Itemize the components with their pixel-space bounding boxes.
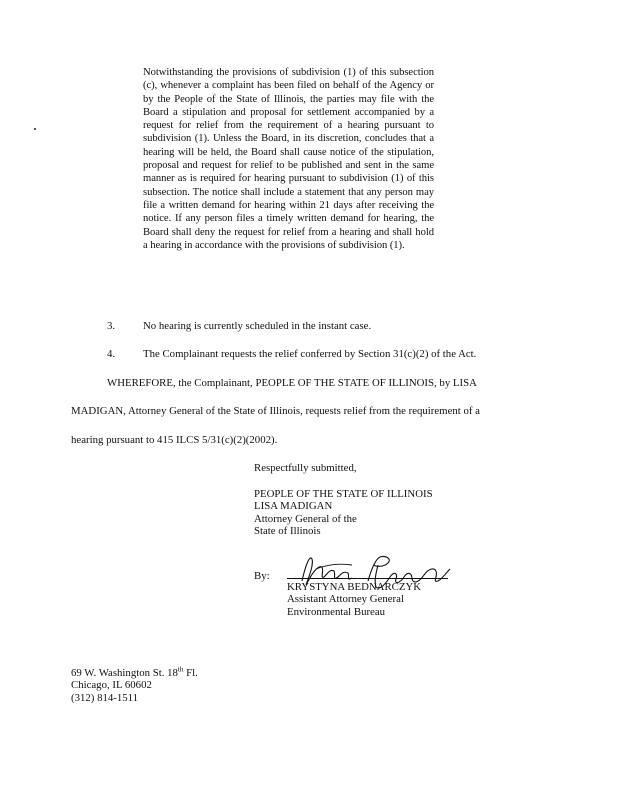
- party-line-4: State of Illinois: [254, 525, 321, 538]
- closing-salutation: Respectfully submitted,: [254, 462, 357, 474]
- party-block: [254, 488, 433, 538]
- signer-block: [287, 581, 421, 618]
- address-street-ordinal: th: [177, 665, 184, 674]
- address-city: Chicago, IL 60602: [71, 679, 152, 692]
- address-street: [71, 667, 198, 679]
- address-street-text: 69 W. Washington St. 18: [71, 667, 178, 679]
- address-street-floor: Fl.: [183, 667, 198, 679]
- signature-line: [287, 578, 448, 579]
- by-label: By:: [254, 570, 270, 582]
- party-line-3: Attorney General of the: [254, 512, 357, 525]
- scan-speck: [34, 128, 36, 130]
- item-4-number: 4.: [107, 348, 116, 360]
- item-4-text: The Complainant requests the relief conferred by Section 31(c)(2) of the Act.: [143, 348, 477, 360]
- item-3-text: No hearing is currently scheduled in the instant case.: [143, 320, 372, 332]
- signer-name: KRYSTYNA BEDNARCZYK: [287, 581, 422, 593]
- address-block: [71, 667, 198, 704]
- address-phone: (312) 814-1511: [71, 691, 139, 704]
- signer-bureau: Environmental Bureau: [287, 605, 386, 618]
- quoted-statute-paragraph: Notwithstanding the provisions of subdivision (1) of this subsection (c), whenever a complaint has been filed on behalf of the Agency or by the People of the State of Illinois, the parties may file with the Board a stipulation and proposal for settlement accompanied by a request for relief from the requirement of a hearing pursuant to subdivision (1). Unless the Board, in its discretion, concludes that a hearing will be held, the Board shall cause notice of the stipulation, proposal and request for relief to be published and sent in the same manner as is required for hearing pursuant to subdivision (1) of this subsection. The notice shall include a statement that any person may file a written demand for hearing within 21 days after receiving the notice. If any person files a timely written demand for hearing, the Board shall deny the request for relief from a hearing and shall hold a hearing in accordance with the provisions of subdivision (1).: [143, 67, 434, 251]
- signer-title: Assistant Attorney General: [287, 593, 404, 606]
- wherefore-line-2: MADIGAN, Attorney General of the State of Illinois, requests relief from the requirement of a: [71, 405, 480, 417]
- item-3-number: 3.: [107, 320, 116, 332]
- wherefore-line-3: hearing pursuant to 415 ILCS 5/31(c)(2)(2002).: [71, 434, 278, 446]
- party-line-1: PEOPLE OF THE STATE OF ILLINOIS: [254, 488, 433, 500]
- party-line-2: LISA MADIGAN: [254, 500, 333, 513]
- wherefore-line-1: WHEREFORE, the Complainant, PEOPLE OF THE STATE OF ILLINOIS, by LISA: [107, 377, 477, 389]
